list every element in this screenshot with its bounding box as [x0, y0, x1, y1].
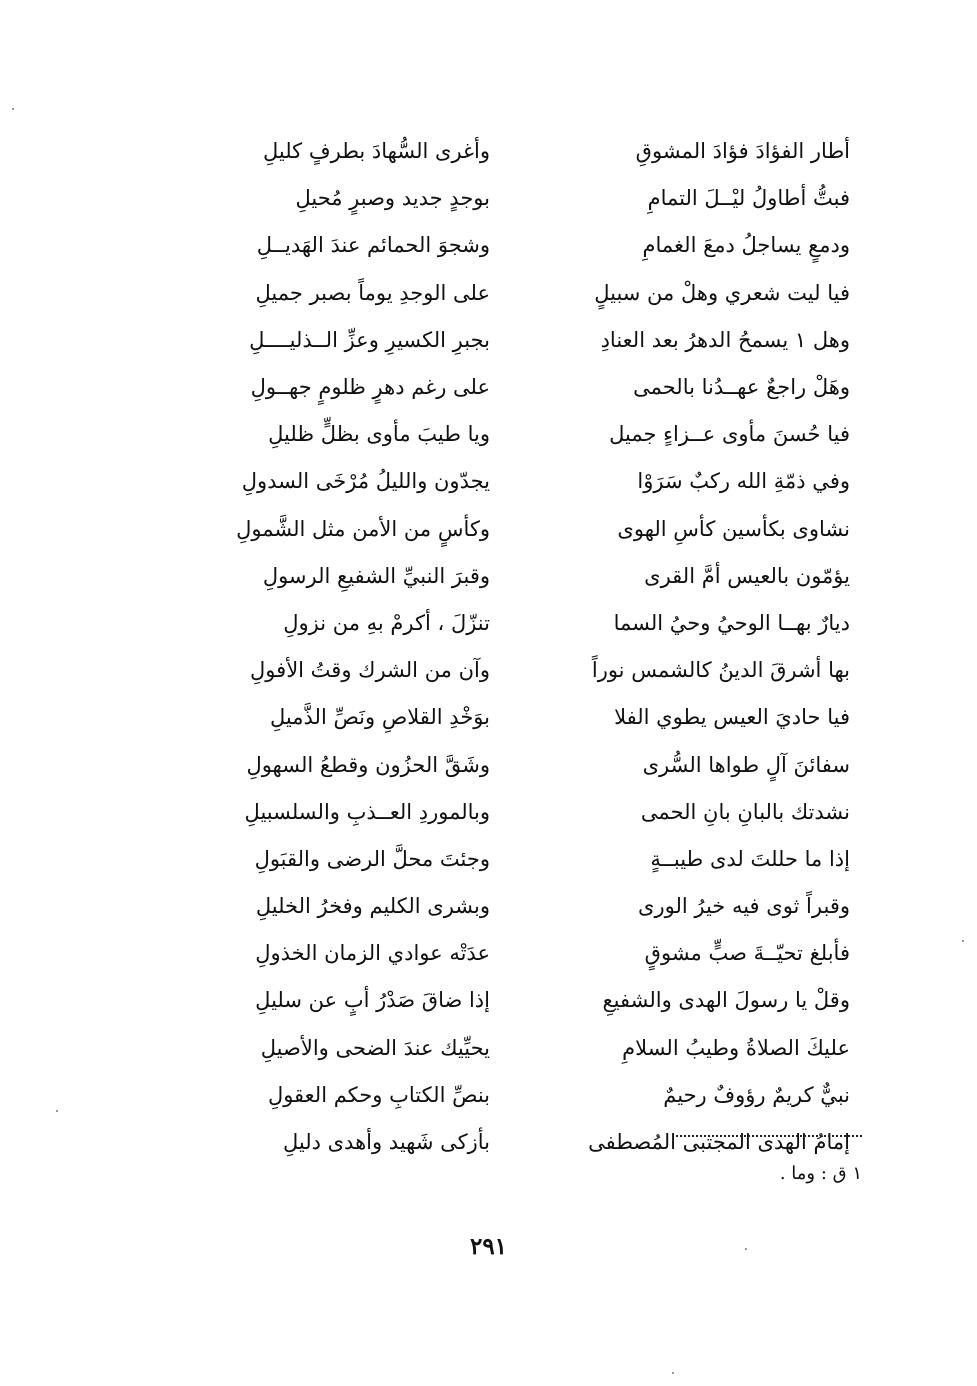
verse-second-hemistich: وبشرى الكليم وفخرُ الخليلِ [255, 894, 490, 919]
verse-first-hemistich: عليكَ الصلاةُ وطيبُ السلامِ [622, 1035, 850, 1060]
verse-first-hemistich: ودمعٍ يساجلُ دمعَ الغمامِ [642, 233, 850, 258]
verse-second-hemistich: تنزّلَ ، أكرمْ بهِ من نزولِ [283, 610, 490, 635]
scan-speck [745, 1248, 747, 1250]
verse-first-hemistich: بها أشرقَ الدينُ كالشمس نوراً [591, 658, 850, 683]
verse-second-hemistich: وشجوَ الحمائم عندَ الهَديــلِ [256, 233, 490, 258]
verse-second-hemistich: بنصِّ الكتابِ وحكم العقولِ [267, 1082, 490, 1107]
verse-line [160, 600, 850, 647]
verse-first-hemistich: إمامُ الهدى المجتبى المُصطفى [588, 1130, 850, 1155]
verse-first-hemistich: أطار الفؤادَ فؤادَ المشوقِ [635, 139, 850, 164]
verse-first-hemistich: نبيٌّ كريمٌ رؤوفٌ رحيمٌ [663, 1082, 850, 1107]
verse-second-hemistich: بجبرِ الكسيرِ وعزِّ الــذليــــلِ [249, 327, 490, 352]
verse-first-hemistich: وهَلْ راجعٌ عهــدُنا بالحمى [633, 375, 850, 400]
verse-line [160, 977, 850, 1024]
verse-second-hemistich: على الوجدِ يوماً بصبر جميلِ [255, 280, 490, 305]
verse-first-hemistich: وقبراً ثوى فيه خيرُ الورى [638, 894, 850, 919]
verse-line [160, 553, 850, 600]
verse-second-hemistich: يحيِّيك عندَ الضحى والأصيلِ [260, 1035, 490, 1060]
verse-first-hemistich: فيا ليت شعري وهلْ من سبيلٍ [594, 280, 850, 305]
verse-second-hemistich: إذا ضاقَ صَدْرُ أبٍ عن سليلِ [255, 988, 490, 1013]
verse-first-hemistich: وفي ذمّةِ الله ركبٌ سَرَوْا [637, 469, 850, 494]
verse-second-hemistich: على رغم دهرٍ ظلومٍ جهــولِ [250, 375, 490, 400]
scan-speck [56, 1110, 58, 1112]
verse-second-hemistich: عدَتْه عوادي الزمان الخذولِ [255, 941, 490, 966]
verse-line [160, 364, 850, 411]
verse-second-hemistich: بأزكى شَهيد وأهدى دليلِ [282, 1130, 490, 1155]
footnote-divider [676, 1135, 862, 1137]
verse-first-hemistich: يؤمّون بالعيس أمَّ القرى [644, 563, 850, 588]
verse-line [160, 836, 850, 883]
verse-line [160, 1119, 850, 1166]
verse-second-hemistich: بوَخْدِ القلاصِ ونَصِّ الذَّميلِ [270, 705, 490, 730]
poem-body [160, 128, 850, 1166]
scan-speck [12, 108, 14, 110]
verse-first-hemistich: وهل ١ يسمحُ الدهرُ بعد العنادِ [600, 327, 850, 352]
verse-line [160, 317, 850, 364]
verse-first-hemistich: فيا حاديَ العيس يطوي الفلا [614, 705, 850, 730]
verse-second-hemistich: وكأسٍ من الأمن مثل الشَّمولِ [236, 516, 490, 541]
verse-line [160, 270, 850, 317]
verse-line [160, 411, 850, 458]
verse-second-hemistich: وآن من الشرك وقتُ الأفولِ [250, 658, 490, 683]
scan-speck [672, 1372, 674, 1374]
verse-line [160, 1072, 850, 1119]
verse-second-hemistich: ويا طيبَ مأوى بظلٍّ ظليلِ [268, 422, 490, 447]
verse-first-hemistich: فأبلغ تحيّــةَ صبٍّ مشوقٍ [644, 941, 850, 966]
verse-first-hemistich: نشدتك بالبانِ بانِ الحمى [640, 799, 850, 824]
verse-second-hemistich: وشَقَّ الحزُون وقطعُ السهولِ [246, 752, 490, 777]
verse-line [160, 789, 850, 836]
verse-line [160, 1025, 850, 1072]
verse-first-hemistich: إذا ما حللتَ لدى طيبــةٍ [650, 846, 850, 871]
verse-second-hemistich: وجئتَ محلَّ الرضى والقبَولِ [254, 846, 490, 871]
scan-speck [962, 940, 964, 942]
verse-first-hemistich: وقلْ يا رسولَ الهدى والشفيعِ [602, 988, 850, 1013]
verse-second-hemistich: وبالموردِ العــذبِ والسلسبيلِ [244, 799, 490, 824]
verse-first-hemistich: فيا حُسنَ مأوى عــزاءٍ جميل [609, 422, 850, 447]
verse-second-hemistich: بوجدٍ جديد وصبرٍ مُحيلِ [295, 186, 490, 211]
verse-line [160, 458, 850, 505]
verse-line [160, 128, 850, 175]
verse-line [160, 741, 850, 788]
verse-line [160, 175, 850, 222]
verse-second-hemistich: وقبرَ النبيِّ الشفيعِ الرسولِ [262, 563, 490, 588]
verse-line [160, 647, 850, 694]
verse-first-hemistich: ديارٌ بهــا الوحيُ وحيُ السما [613, 610, 850, 635]
verse-line [160, 222, 850, 269]
verse-first-hemistich: نشاوى بكأسين كأسِ الهوى [617, 516, 850, 541]
verse-second-hemistich: وأغرى السُّهادَ بطرفٍ كليلِ [262, 139, 490, 164]
verse-second-hemistich: يجدّون والليلُ مُرْخَى السدولِ [241, 469, 490, 494]
verse-line [160, 883, 850, 930]
verse-line [160, 506, 850, 553]
verse-first-hemistich: فبتُّ أطاولُ ليْــلَ التمامِ [647, 186, 850, 211]
page-number: ٢٩١ [469, 1233, 508, 1260]
verse-line [160, 694, 850, 741]
verse-line [160, 930, 850, 977]
footnote: ١ ق : وما . [779, 1163, 862, 1184]
verse-first-hemistich: سفائنَ آلٍ طواها السُّرى [642, 752, 850, 777]
